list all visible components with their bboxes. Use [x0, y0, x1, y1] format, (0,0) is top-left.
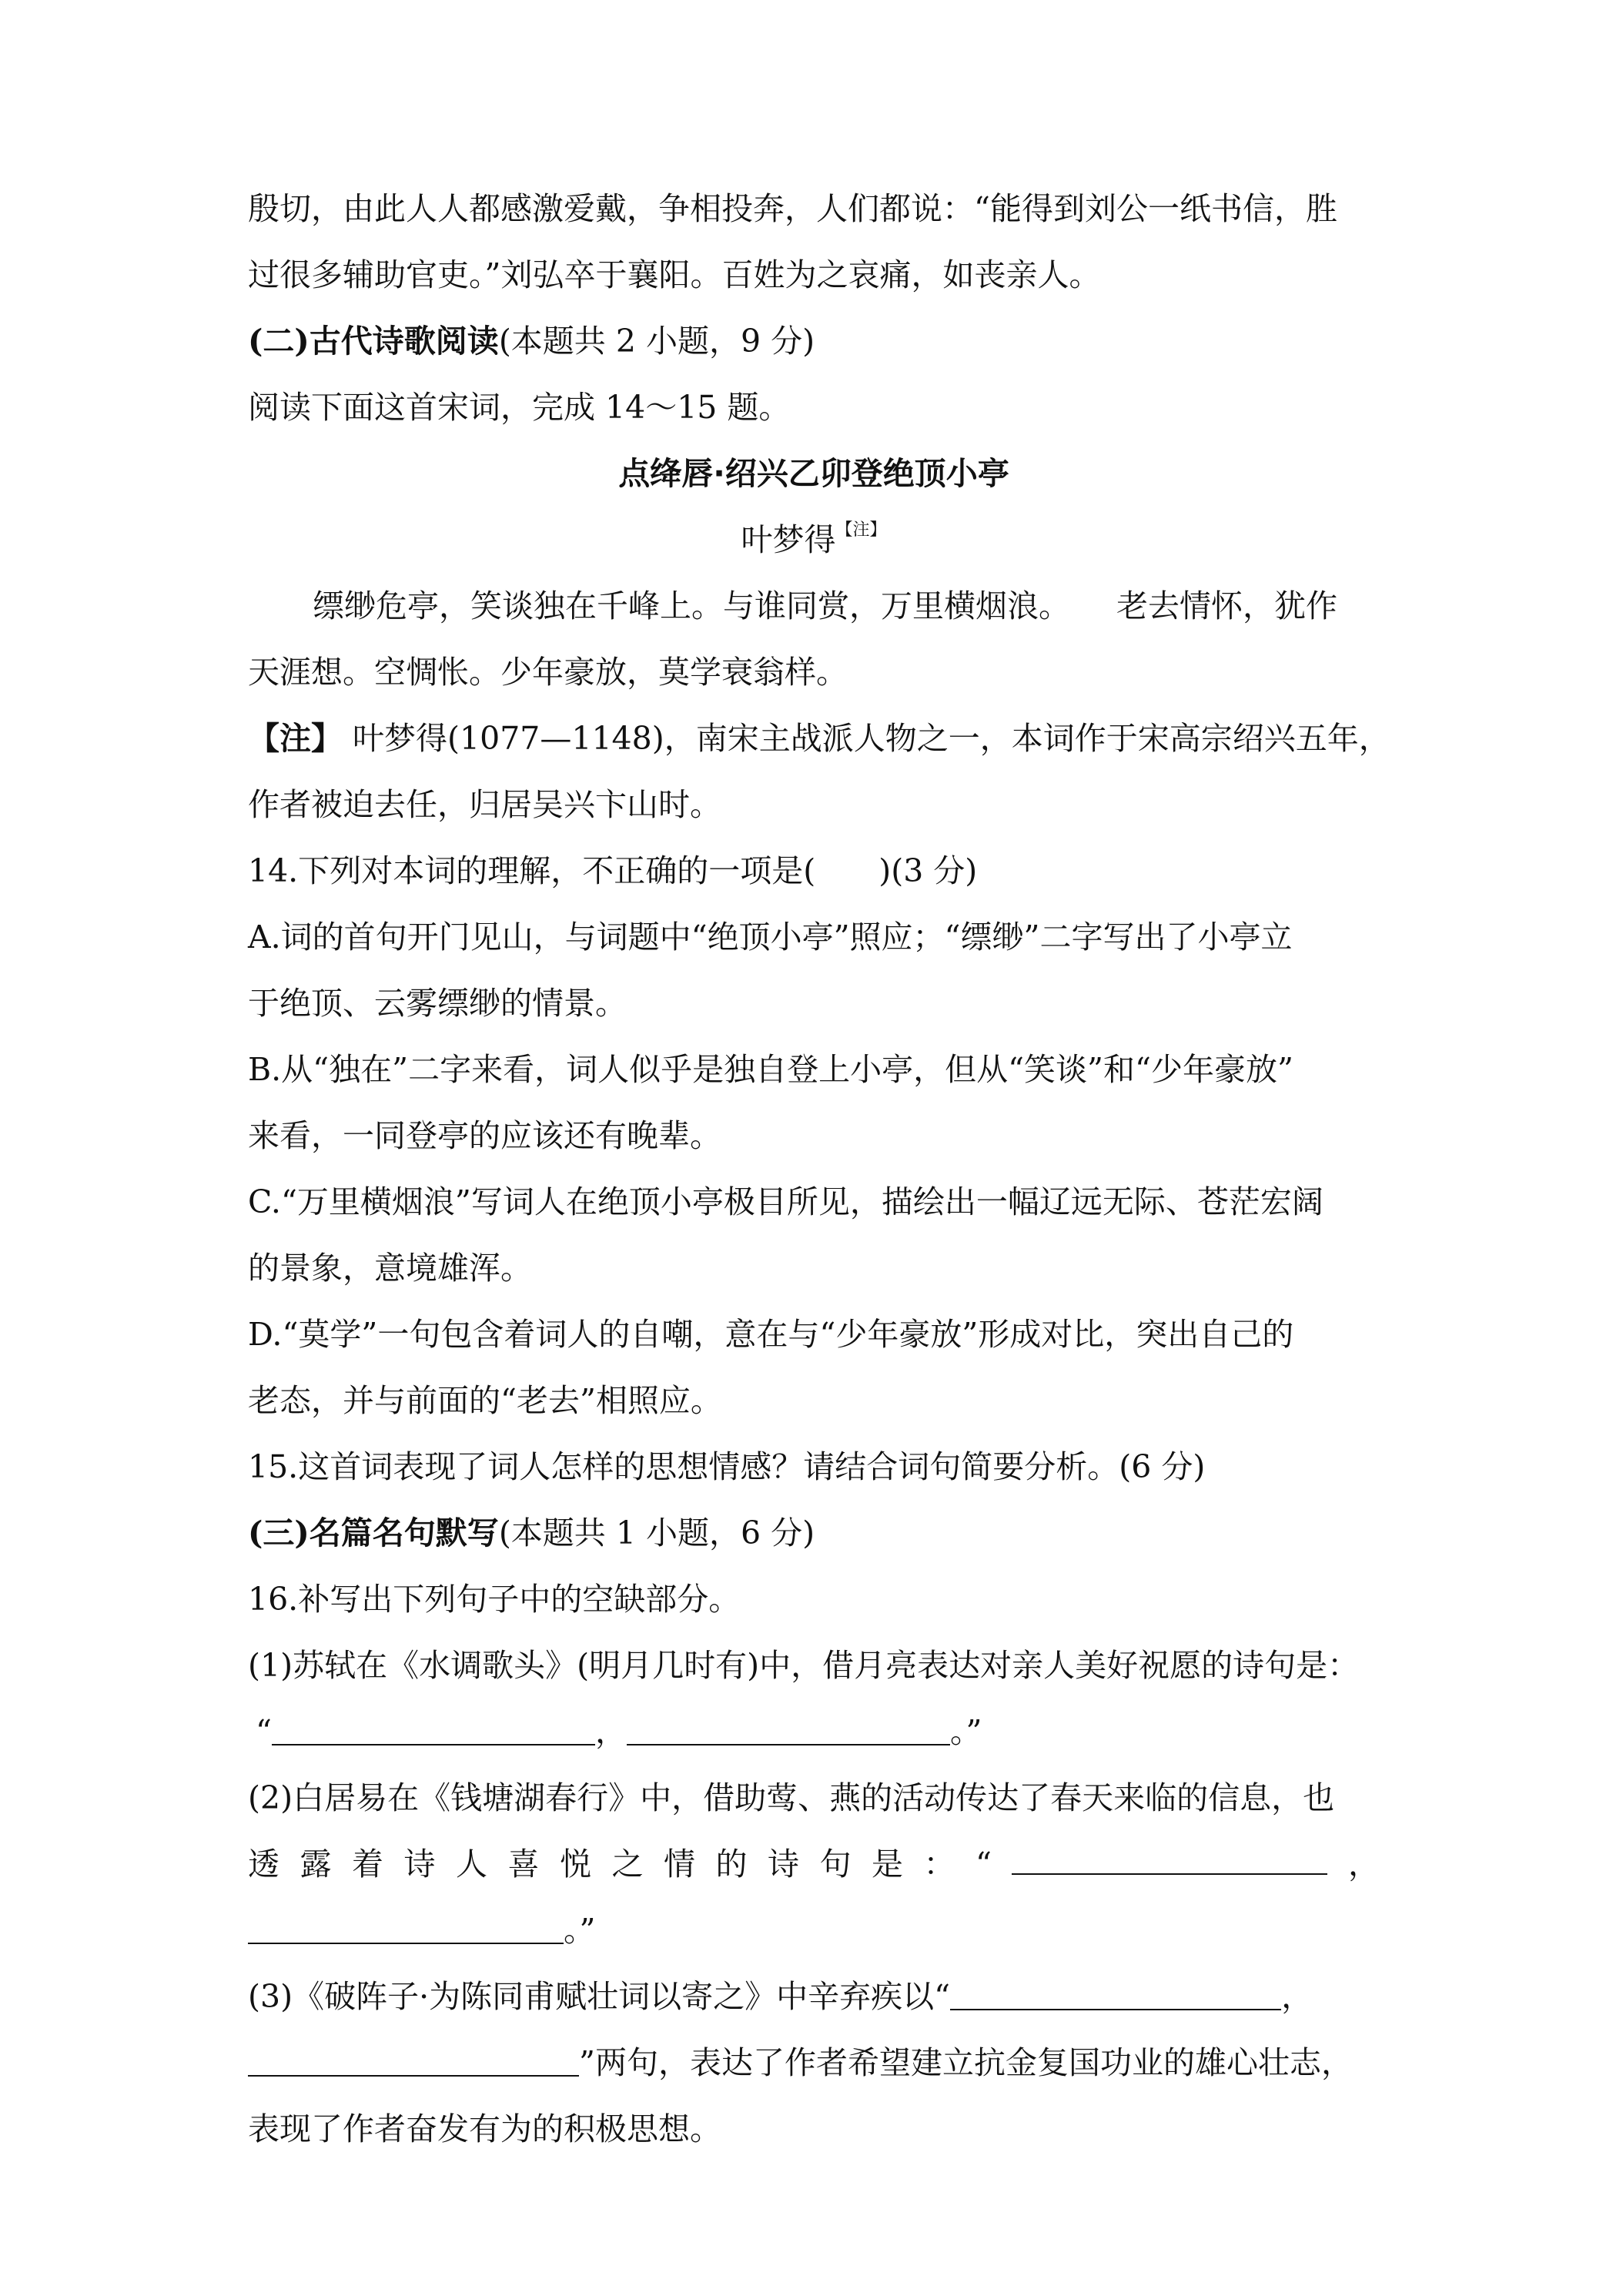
fill-item-3-prefix: (3)《破阵子·为陈同甫赋壮词以寄之》中辛弃疾以“ — [248, 1978, 951, 2015]
fill-item-3-suffix: ”两句，表达了作者希望建立抗金复国功业的雄心壮志， — [579, 2044, 1353, 2081]
fill-item-3 — [248, 1963, 1380, 2030]
spaced-char: 露 — [300, 1846, 332, 1883]
poem-author-line — [248, 507, 1380, 573]
poem-upper-stanza: 缥缈危亭，笑谈独在千峰上。与谁同赏，万里横烟浪。 — [313, 587, 1070, 624]
option-a-cont: 于绝顶、云雾缥缈的情景。 — [248, 985, 627, 1022]
fill-item-3-cont — [248, 2030, 1380, 2096]
spaced-char: 情 — [664, 1846, 695, 1883]
spaced-char: 喜 — [507, 1846, 540, 1883]
section-score-note: (本题共 2 小题，9 分) — [498, 323, 815, 360]
passage-line: 过很多辅助官吏。”刘弘卒于襄阳。百姓为之哀痛，如丧亲人。 — [248, 256, 1101, 293]
answer-blank[interactable] — [248, 2049, 579, 2077]
option-d: D.“莫学”一句包含着词人的自嘲，意在与“少年豪放”形成对比，突出自己的 — [248, 1316, 1294, 1353]
note-line — [248, 705, 1390, 771]
comma: ， — [1281, 1978, 1313, 2015]
answer-blank[interactable] — [248, 1916, 564, 1944]
spaced-char: 悦 — [560, 1846, 591, 1883]
fill-item-2: (2)白居易在《钱塘湖春行》中，借助莺、燕的活动传达了春天来临的信息，也 — [248, 1779, 1335, 1816]
option-d-cont: 老态，并与前面的“老去”相照应。 — [248, 1382, 722, 1419]
question-stem: 16.补写出下列句子中的空缺部分。 — [248, 1581, 741, 1618]
fill-item-3-end: 表现了作者奋发有为的积极思想。 — [248, 2110, 721, 2147]
fill-item-2-spaced — [248, 1831, 1380, 1897]
section-score-note: (本题共 1 小题，6 分) — [498, 1514, 815, 1551]
close-quote: 。” — [949, 1713, 982, 1750]
option-c-cont: 的景象，意境雄浑。 — [248, 1250, 532, 1287]
open-quote: “ — [256, 1713, 272, 1750]
answer-blank[interactable] — [272, 1718, 595, 1745]
spaced-char: 是 — [872, 1846, 903, 1883]
answer-blank[interactable] — [1012, 1847, 1327, 1875]
poem-lower-stanza-start: 老去情怀，犹作 — [1116, 587, 1337, 624]
poem-line: 天涯想。空惆怅。少年豪放，莫学衰翁样。 — [248, 654, 848, 691]
spaced-char: 着 — [352, 1846, 383, 1883]
spaced-char: 诗 — [768, 1846, 799, 1883]
passage-line: 殷切，由此人人都感激爱戴，争相投奔，人们都说：“能得到刘公一纸书信，胜 — [248, 190, 1337, 227]
note-label: 【注】 — [248, 720, 343, 757]
section-instruction: 阅读下面这首宋词，完成 14～15 题。 — [248, 389, 791, 426]
open-quote: “ — [975, 1846, 992, 1883]
section-heading — [248, 308, 1380, 374]
spaced-char: ： — [923, 1846, 955, 1883]
close-quote: 。” — [564, 1912, 596, 1949]
spaced-char: 透 — [248, 1846, 279, 1883]
note-marker: 【注】 — [835, 520, 887, 540]
spaced-char: 人 — [456, 1846, 487, 1883]
option-b: B.从“独在”二字来看，词人似乎是独自登上小亭，但从“笑谈”和“少年豪放” — [248, 1051, 1293, 1088]
option-c: C.“万里横烟浪”写词人在绝顶小亭极目所见，描绘出一幅辽远无际、苍茫宏阔 — [248, 1183, 1323, 1220]
option-a: A.词的首句开门见山，与词题中“绝顶小亭”照应；“缥缈”二字写出了小亭立 — [248, 919, 1293, 956]
poem-line — [248, 573, 1380, 639]
fill-item-1-blanks — [248, 1699, 1380, 1765]
poem-title: 点绛唇·绍兴乙卯登绝顶小亭 — [618, 455, 1009, 492]
comma: ， — [594, 1713, 627, 1750]
comma: ， — [1347, 1846, 1380, 1883]
spaced-char: 句 — [819, 1846, 852, 1883]
note-text: 叶梦得(1077—1148)，南宋主战派人物之一，本词作于宋高宗绍兴五年， — [353, 720, 1390, 757]
option-b-cont: 来看，一同登亭的应该还有晚辈。 — [248, 1117, 721, 1154]
document-page — [248, 176, 1390, 2162]
fill-item-1: (1)苏轼在《水调歌头》(明月几时有)中，借月亮表达对亲人美好祝愿的诗句是： — [248, 1647, 1360, 1684]
answer-blank[interactable] — [627, 1718, 950, 1745]
question-stem: 14.下列对本词的理解，不正确的一项是( )(3 分) — [248, 852, 978, 889]
spaced-char: 的 — [715, 1846, 748, 1883]
poem-author: 叶梦得 — [741, 521, 836, 558]
spaced-char: 诗 — [403, 1846, 436, 1883]
spaced-char: 之 — [611, 1846, 644, 1883]
question-stem: 15.这首词表现了词人怎样的思想情感？请结合词句简要分析。(6 分) — [248, 1448, 1206, 1485]
fill-item-2-blank — [248, 1897, 1380, 1963]
section-heading — [248, 1500, 1380, 1566]
section-title: (二)古代诗歌阅读 — [248, 323, 499, 360]
answer-blank[interactable] — [950, 1983, 1281, 2010]
note-line: 作者被迫去任，归居吴兴卞山时。 — [248, 786, 721, 823]
section-title: (三)名篇名句默写 — [248, 1514, 499, 1551]
